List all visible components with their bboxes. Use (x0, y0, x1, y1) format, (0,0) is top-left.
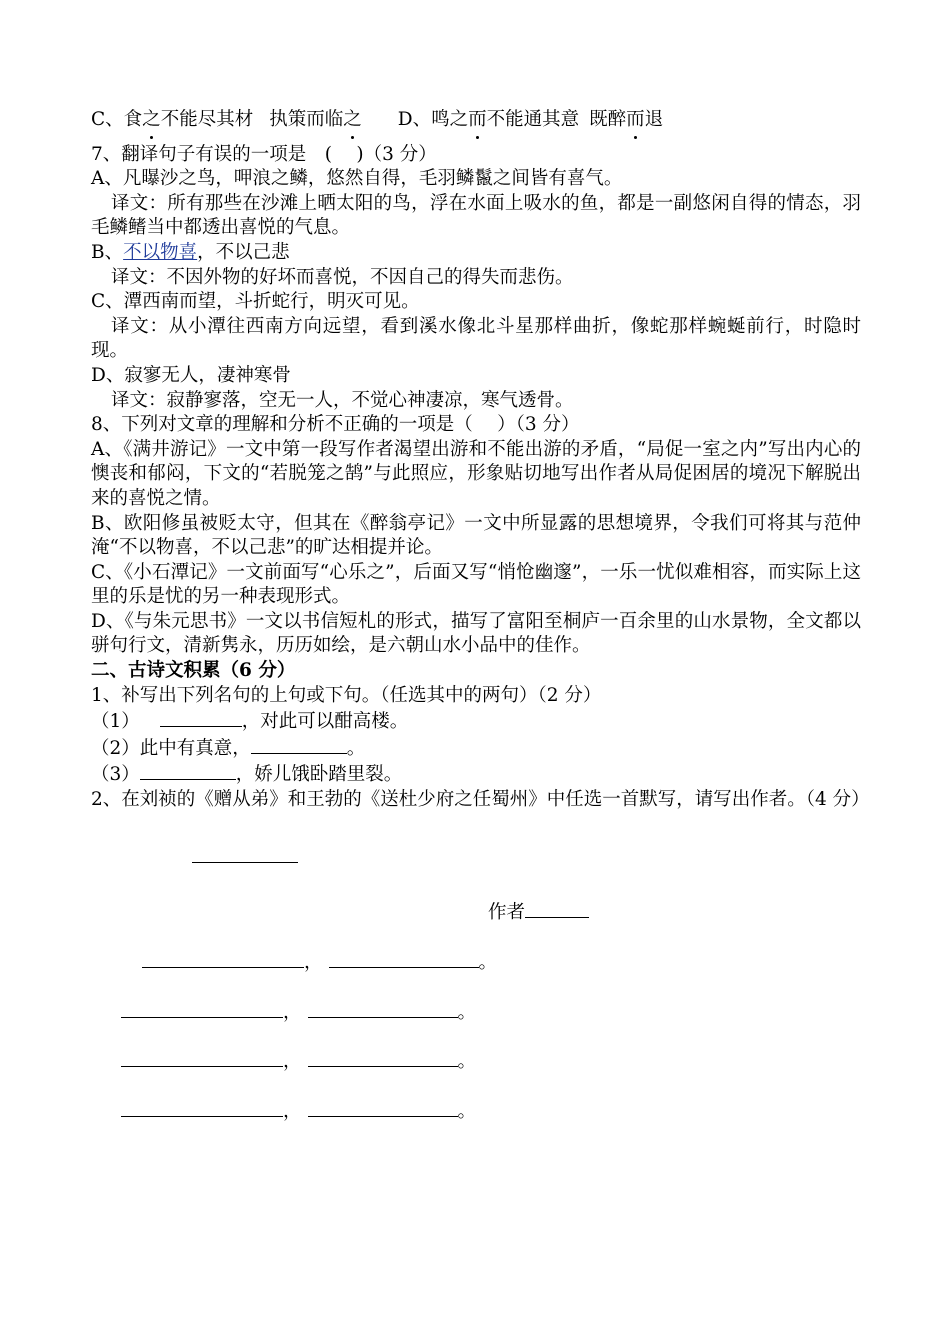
answer-blank[interactable] (140, 761, 236, 780)
q8-option-d: D、《与朱元思书》一文以书信短札的形式，描写了富阳至桐庐一百余里的山水景物，全文都以骈句行文，清新隽永，历历如绘，是六朝山水小品中的佳作。 (91, 610, 861, 657)
s2-q2-stem: 2、在刘祯的《赠从弟》和王勃的《送杜少府之任蜀州》中任选一首默写，请写出作者。（4 分） (91, 789, 870, 811)
answer-blank[interactable] (251, 735, 347, 754)
q7-option-a: A、凡曝沙之鸟，呷浪之鳞，悠然自得，毛羽鳞鬣之间皆有喜气。 (91, 168, 623, 190)
q7-option-d-translation: 译文：寂静寥落，空无一人，不觉心神凄凉，寒气透骨。 (111, 389, 574, 411)
q8-option-c: C、《小石潭记》一文前面写“心乐之”，后面又写“悄怆幽邃”，一乐一忧似难相容，而实际上这里的乐是忧的另一种表现形式。 (91, 561, 861, 608)
content (91, 108, 870, 813)
poem-blank[interactable] (308, 999, 458, 1018)
hyperlink[interactable]: 不以物喜 (123, 241, 198, 263)
poem-blank[interactable] (142, 949, 304, 968)
poem-line-3: ， 。 (121, 1047, 476, 1073)
author-blank[interactable] (525, 899, 589, 918)
emphasis-char: 之 (142, 109, 161, 130)
poem-blank[interactable] (308, 1098, 458, 1117)
q7-option-c: C、潭西南而望，斗折蛇行，明灭可见。 (91, 291, 420, 313)
poem-blank[interactable] (121, 1048, 283, 1067)
poem-line-2: ， 。 (121, 998, 476, 1024)
poem-blank[interactable] (329, 949, 479, 968)
q7-stem: 7、翻译句子有误的一项是 ( )（3 分） (91, 143, 437, 165)
poem-blank[interactable] (308, 1048, 458, 1067)
q8-option-a: A、《满井游记》一文中第一段写作者渴望出游和不能出游的矛盾，“局促一室之内”写出内心的懊丧和郁闷，下文的“若脱笼之鹄”与此照应，形象贴切地写出作者从局促困居的境况下解脱出来的喜悦之情。 (91, 438, 861, 509)
q7-option-c-translation: 译文：从小潭往西南方向远望，看到溪水像北斗星那样曲折，像蛇那样蜿蜒前行，时隐时现。 (91, 315, 861, 362)
s2-q1-item-2: （2）此中有真意， 。 (91, 735, 861, 762)
emphasis-char: 而 (626, 109, 645, 130)
poem-title-blank-row (192, 844, 298, 868)
poem-line-4: ， 。 (121, 1097, 476, 1123)
emphasis-char: 之 (343, 109, 362, 130)
q7-option-b-translation: 译文：不因外物的好坏而喜悦，不因自己的得失而悲伤。 (111, 266, 574, 288)
q8-stem: 8、下列对文章的理解和分析不正确的一项是（ ）（3 分） (91, 414, 580, 436)
s2-q1-item-3: （3） ，娇儿饿卧踏里裂。 (91, 761, 861, 788)
author-row (488, 898, 589, 924)
s2-q1-item-1: （1） ，对此可以酣高楼。 (91, 708, 861, 735)
answer-blank[interactable] (160, 708, 242, 727)
q7-option-b: B、不以物喜，不以己悲 (91, 241, 290, 263)
section-2-heading: 二、古诗文积累（6 分） (91, 660, 296, 682)
poem-blank[interactable] (121, 1098, 283, 1117)
q7-option-d: D、寂寥无人，凄神寒骨 (91, 364, 291, 386)
option-d-label: D、 (397, 109, 432, 130)
q6-options-cd: C、食之不能尽其材 执策而临之 D、鸣之而不能通其意 既醉而退 (91, 109, 664, 130)
q8-option-b: B、欧阳修虽被贬太守，但其在《醉翁亭记》一文中所显露的思想境界，令我们可将其与范仲淹“不以物喜，不以己悲”的旷达相提并论。 (91, 512, 861, 559)
poem-line-1: ， 。 (142, 948, 497, 974)
q7-option-a-translation: 译文：所有那些在沙滩上晒太阳的鸟，浮在水面上吸水的鱼，都是一副悠闲自得的情态，羽毛鳞鳍当中都透出喜悦的气息。 (91, 192, 861, 239)
poem-blank[interactable] (121, 999, 283, 1018)
s2-q1-stem: 1、补写出下列名句的上句或下句。（任选其中的两句）（2 分） (91, 684, 602, 706)
emphasis-char: 而 (468, 109, 487, 130)
poem-title-blank[interactable] (192, 844, 298, 863)
option-c-label: C、 (91, 109, 124, 130)
author-label: 作者 (488, 902, 526, 923)
